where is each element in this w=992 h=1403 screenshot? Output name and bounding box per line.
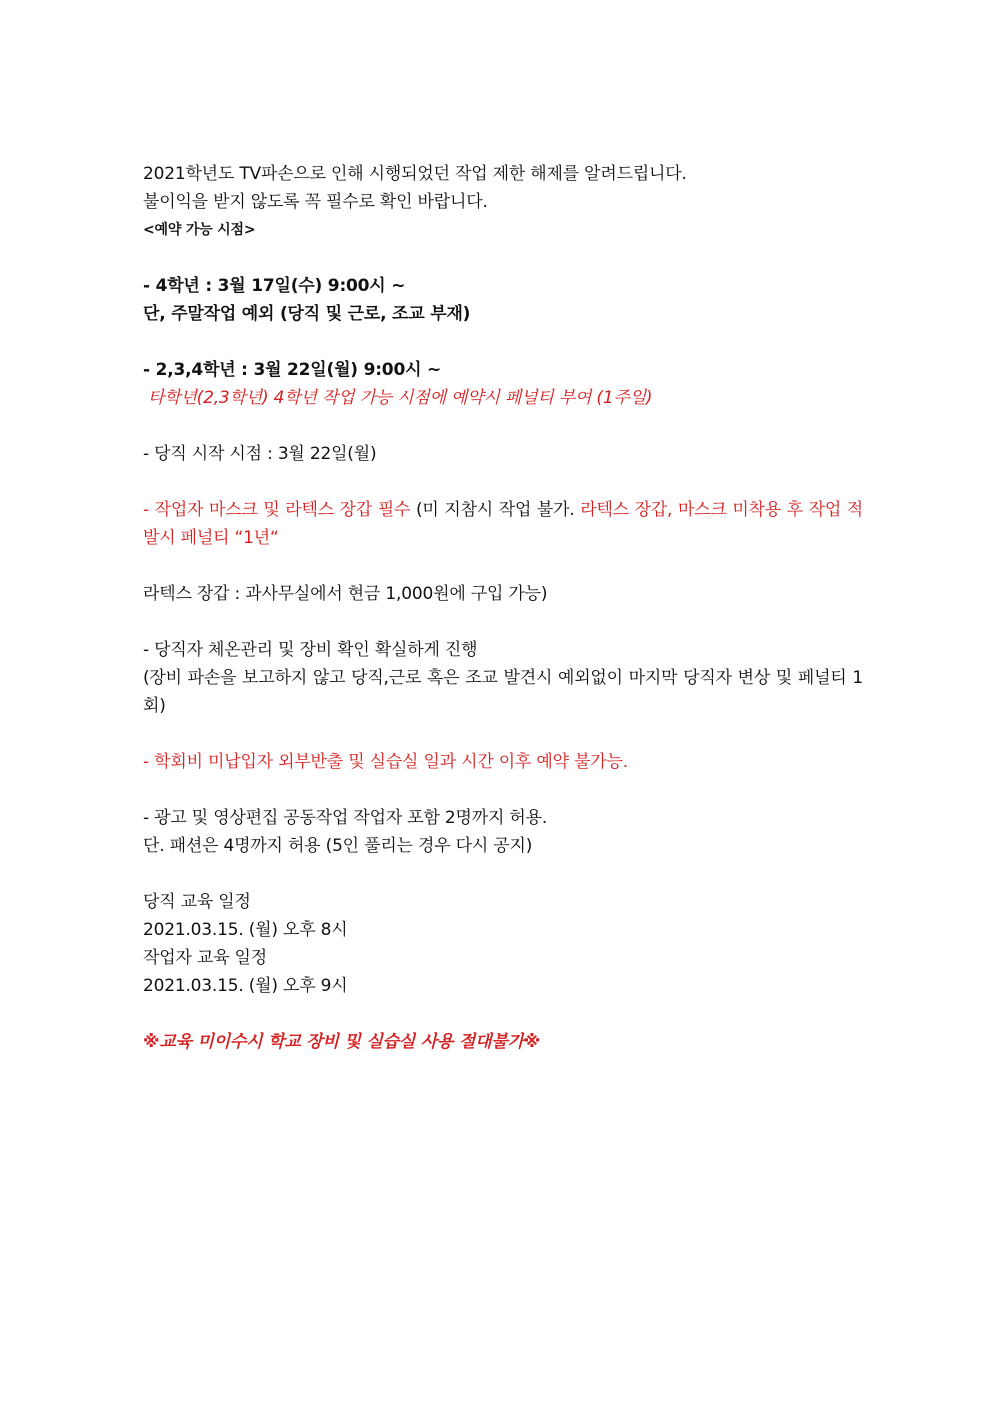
- mask-gloves-rule: [143, 496, 863, 552]
- spacer: [143, 328, 863, 356]
- spacer: [143, 552, 863, 580]
- spacer: [143, 608, 863, 636]
- spacer: [143, 860, 863, 888]
- group-work-rule: - 광고 및 영상편집 공동작업 작업자 포함 2명까지 허용.: [143, 808, 548, 828]
- mask-rule-required: - 작업자 마스크 및 라텍스 장갑 필수: [143, 500, 411, 520]
- intro-line-1: 2021학년도 TV파손으로 인해 시행되었던 작업 제한 해제를 알려드립니다.: [143, 164, 687, 184]
- spacer: [143, 244, 863, 272]
- equipment-damage-rule: (장비 파손을 보고하지 않고 당직,근로 혹은 조교 발견시 예외없이 마지막 당직자 변상 및 페널티 1회): [143, 668, 863, 716]
- worker-education-date: 2021.03.15. (월) 오후 9시: [143, 976, 348, 996]
- mask-rule-penalty: 라텍스 장갑, 마스크 미착용 후 작업 적발시 페널티 “1년“: [143, 500, 864, 548]
- spacer: [143, 776, 863, 804]
- duty-check-rule: - 당직자 체온관리 및 장비 확인 확실하게 진행: [143, 640, 478, 660]
- duty-education-date: 2021.03.15. (월) 오후 8시: [143, 920, 348, 940]
- gloves-purchase-info: 라텍스 장갑 : 과사무실에서 현금 1,000원에 구입 가능): [143, 584, 548, 604]
- grade234-schedule: - 2,3,4학년 : 3월 22일(월) 9:00시 ~: [143, 360, 442, 380]
- spacer: [143, 1000, 863, 1028]
- spacer: [143, 720, 863, 748]
- fee-unpaid-notice: - 학회비 미납입자 외부반출 및 실습실 일과 시간 이후 예약 불가능.: [143, 752, 628, 772]
- duty-start-date: - 당직 시작 시점 : 3월 22일(월): [143, 444, 377, 464]
- spacer: [143, 412, 863, 440]
- worker-education-title: 작업자 교육 일정: [143, 948, 267, 968]
- fashion-group-note: 단. 패션은 4명까지 허용 (5인 풀리는 경우 다시 공지): [143, 836, 533, 856]
- intro-line-2: 불이익을 받지 않도록 꼭 필수로 확인 바랍니다.: [143, 192, 488, 212]
- duty-education-title: 당직 교육 일정: [143, 892, 251, 912]
- grade4-exception-note: 단, 주말작업 예외 (당직 및 근로, 조교 부재): [143, 304, 471, 324]
- notice-body: [143, 160, 863, 1056]
- grade4-schedule: - 4학년 : 3월 17일(수) 9:00시 ~: [143, 276, 406, 296]
- section-heading: <예약 가능 시점>: [143, 222, 256, 238]
- education-warning: ※교육 미이수시 학교 장비 및 실습실 사용 절대불가※: [143, 1032, 541, 1052]
- grade234-penalty-note: 타학년(2,3학년) 4학년 작업 가능 시점에 예약시 페널티 부여 (1주일): [148, 388, 653, 408]
- spacer: [143, 468, 863, 496]
- mask-rule-condition: (미 지참시 작업 불가.: [410, 500, 581, 520]
